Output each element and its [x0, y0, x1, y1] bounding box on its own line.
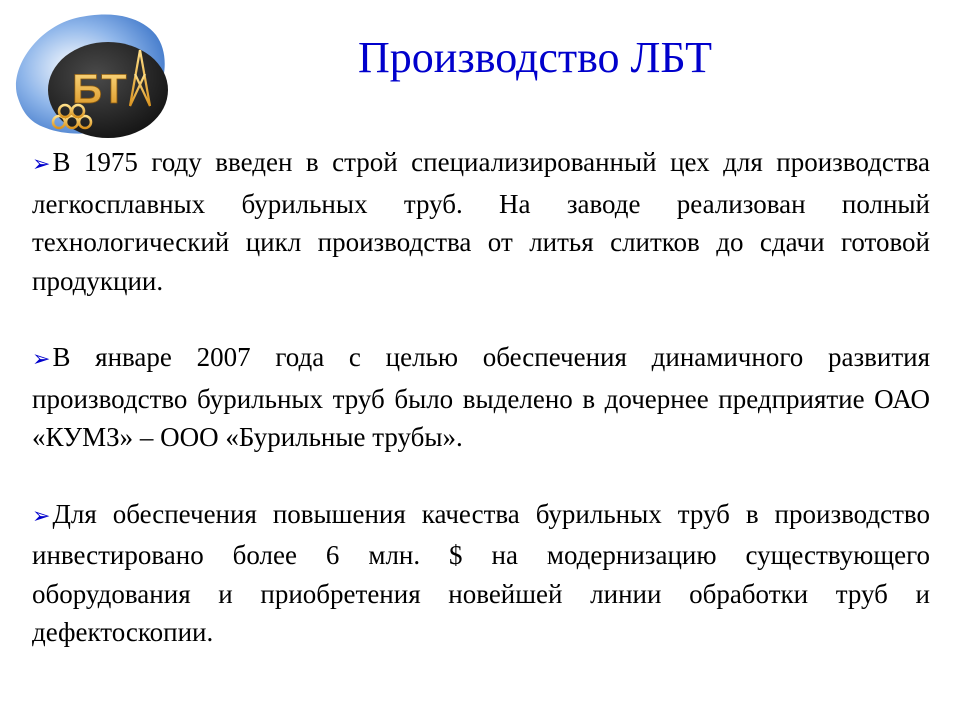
bullet-text: Для обеспечения повышения качества бурильных труб в производство инвестировано более 6 млн. $ на модернизацию существующего оборудования и приобретения новейшей линии обработки труб и дефектоскопии. — [32, 498, 930, 647]
bullet-item — [32, 338, 930, 457]
arrow-bullet-icon: ➢ — [32, 347, 51, 372]
bullet-item — [32, 143, 930, 300]
bullet-text: В 1975 году введен в строй специализированный цех для производства легкосплавных бурильных труб. На заводе реализован полный технологический цикл производства от литья слитков до сдачи готовой продукции. — [32, 147, 930, 296]
slide-title: Производство ЛБТ — [358, 33, 712, 82]
arrow-bullet-icon: ➢ — [32, 503, 51, 529]
bullet-text: В январе 2007 года с целью обеспечения динамичного развития производство бурильных труб было выделено в дочернее предприятие ОАО «КУМЗ» – ООО «Бурильные трубы». — [32, 342, 930, 452]
slide-body — [32, 143, 930, 690]
logo-letters: БТ — [72, 65, 127, 112]
logo-graphic — [6, 10, 171, 140]
bullet-item — [32, 495, 930, 652]
arrow-bullet-icon: ➢ — [32, 152, 51, 177]
company-logo — [6, 10, 171, 140]
